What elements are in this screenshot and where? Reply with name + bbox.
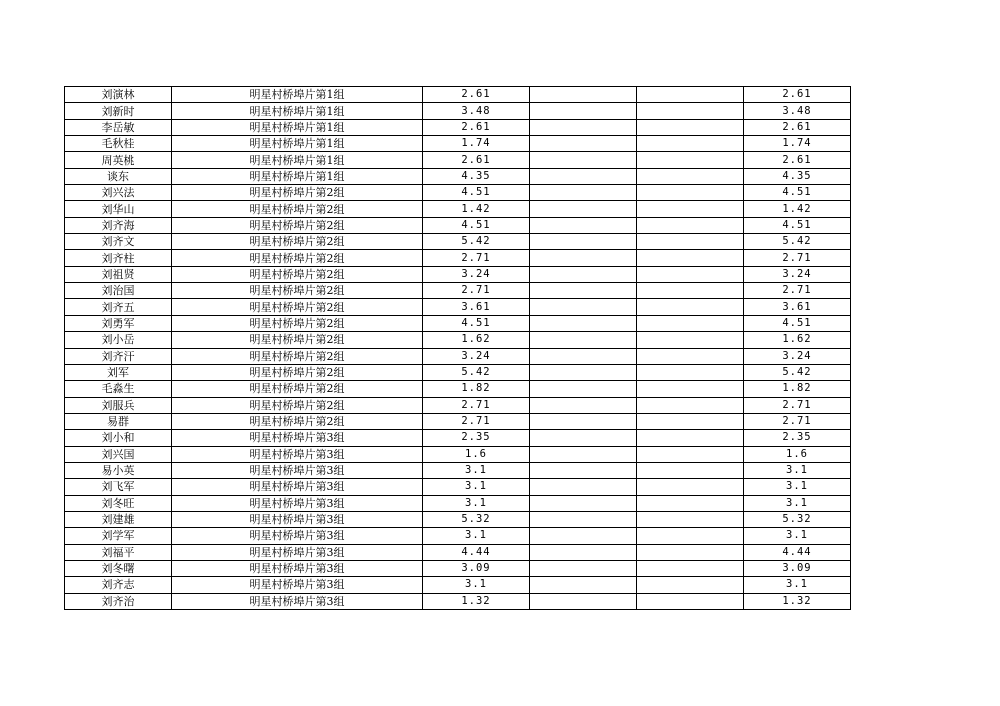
blank-cell [530,299,637,315]
blank-cell [530,397,637,413]
amount-cell: 5.32 [423,511,530,527]
blank-cell [637,152,744,168]
name-cell: 刘齐柱 [65,250,172,266]
total-cell: 4.35 [744,168,851,184]
amount-cell: 2.71 [423,397,530,413]
amount-cell: 4.35 [423,168,530,184]
group-cell: 明星村桥埠片第3组 [172,528,423,544]
amount-cell: 3.09 [423,560,530,576]
table-row [65,332,851,348]
total-cell: 3.48 [744,103,851,119]
table-row [65,364,851,380]
table-row [65,397,851,413]
group-cell: 明星村桥埠片第2组 [172,217,423,233]
group-cell: 明星村桥埠片第2组 [172,299,423,315]
blank-cell [637,103,744,119]
name-cell: 刘建雄 [65,511,172,527]
blank-cell [530,413,637,429]
blank-cell [637,119,744,135]
name-cell: 刘冬旺 [65,495,172,511]
total-cell: 1.6 [744,446,851,462]
total-cell: 1.32 [744,593,851,609]
blank-cell [530,87,637,103]
amount-cell: 2.61 [423,87,530,103]
group-cell: 明星村桥埠片第3组 [172,577,423,593]
name-cell: 刘福平 [65,544,172,560]
blank-cell [637,87,744,103]
amount-cell: 2.61 [423,119,530,135]
blank-cell [530,136,637,152]
blank-cell [637,495,744,511]
blank-cell [637,185,744,201]
blank-cell [637,217,744,233]
table-row [65,593,851,609]
group-cell: 明星村桥埠片第1组 [172,152,423,168]
amount-cell: 2.71 [423,413,530,429]
blank-cell [637,381,744,397]
blank-cell [530,283,637,299]
amount-cell: 3.24 [423,348,530,364]
blank-cell [637,364,744,380]
group-cell: 明星村桥埠片第1组 [172,119,423,135]
amount-cell: 5.42 [423,234,530,250]
total-cell: 3.61 [744,299,851,315]
blank-cell [637,479,744,495]
table-row [65,250,851,266]
table-row [65,201,851,217]
table-row [65,348,851,364]
blank-cell [637,413,744,429]
blank-cell [530,593,637,609]
blank-cell [637,560,744,576]
amount-cell: 1.62 [423,332,530,348]
blank-cell [637,266,744,282]
blank-cell [637,397,744,413]
blank-cell [637,250,744,266]
blank-cell [637,446,744,462]
name-cell: 刘学军 [65,528,172,544]
table-row [65,462,851,478]
blank-cell [637,168,744,184]
blank-cell [637,528,744,544]
table-row [65,560,851,576]
total-cell: 4.51 [744,185,851,201]
group-cell: 明星村桥埠片第2组 [172,397,423,413]
name-cell: 刘勇军 [65,315,172,331]
data-table [64,86,851,610]
blank-cell [637,511,744,527]
total-cell: 5.42 [744,364,851,380]
amount-cell: 3.48 [423,103,530,119]
name-cell: 毛淼生 [65,381,172,397]
name-cell: 李岳敏 [65,119,172,135]
blank-cell [637,332,744,348]
blank-cell [637,234,744,250]
table-row [65,266,851,282]
group-cell: 明星村桥埠片第3组 [172,430,423,446]
total-cell: 2.71 [744,283,851,299]
name-cell: 易群 [65,413,172,429]
name-cell: 刘新时 [65,103,172,119]
amount-cell: 3.1 [423,577,530,593]
blank-cell [530,348,637,364]
table-row [65,528,851,544]
blank-cell [530,479,637,495]
table-row [65,381,851,397]
blank-cell [530,332,637,348]
blank-cell [637,136,744,152]
table-row [65,495,851,511]
amount-cell: 5.42 [423,364,530,380]
table-row [65,234,851,250]
total-cell: 3.09 [744,560,851,576]
amount-cell: 4.51 [423,217,530,233]
group-cell: 明星村桥埠片第2组 [172,348,423,364]
table-row [65,119,851,135]
group-cell: 明星村桥埠片第3组 [172,446,423,462]
group-cell: 明星村桥埠片第1组 [172,87,423,103]
group-cell: 明星村桥埠片第2组 [172,283,423,299]
total-cell: 3.24 [744,348,851,364]
group-cell: 明星村桥埠片第1组 [172,168,423,184]
group-cell: 明星村桥埠片第2组 [172,315,423,331]
name-cell: 刘飞军 [65,479,172,495]
blank-cell [530,381,637,397]
name-cell: 刘小和 [65,430,172,446]
table-row [65,152,851,168]
name-cell: 刘演林 [65,87,172,103]
name-cell: 谈东 [65,168,172,184]
total-cell: 1.74 [744,136,851,152]
amount-cell: 3.1 [423,479,530,495]
blank-cell [530,217,637,233]
table-row [65,315,851,331]
group-cell: 明星村桥埠片第3组 [172,495,423,511]
name-cell: 刘齐文 [65,234,172,250]
table-row [65,511,851,527]
amount-cell: 2.71 [423,250,530,266]
name-cell: 刘冬曙 [65,560,172,576]
group-cell: 明星村桥埠片第3组 [172,462,423,478]
name-cell: 毛秋桂 [65,136,172,152]
blank-cell [530,446,637,462]
blank-cell [530,430,637,446]
amount-cell: 4.44 [423,544,530,560]
total-cell: 3.1 [744,462,851,478]
name-cell: 刘兴法 [65,185,172,201]
group-cell: 明星村桥埠片第2组 [172,381,423,397]
blank-cell [637,299,744,315]
group-cell: 明星村桥埠片第3组 [172,593,423,609]
table-row [65,413,851,429]
blank-cell [530,103,637,119]
group-cell: 明星村桥埠片第3组 [172,479,423,495]
blank-cell [530,152,637,168]
total-cell: 2.71 [744,413,851,429]
name-cell: 刘军 [65,364,172,380]
table-row [65,446,851,462]
table-row [65,479,851,495]
blank-cell [530,528,637,544]
blank-cell [637,462,744,478]
blank-cell [637,577,744,593]
total-cell: 1.62 [744,332,851,348]
name-cell: 刘服兵 [65,397,172,413]
total-cell: 4.51 [744,217,851,233]
group-cell: 明星村桥埠片第3组 [172,544,423,560]
amount-cell: 4.51 [423,315,530,331]
blank-cell [637,315,744,331]
amount-cell: 1.74 [423,136,530,152]
blank-cell [530,511,637,527]
blank-cell [530,315,637,331]
name-cell: 刘齐汗 [65,348,172,364]
amount-cell: 2.71 [423,283,530,299]
total-cell: 3.1 [744,495,851,511]
table-row [65,430,851,446]
table-row [65,136,851,152]
blank-cell [530,201,637,217]
name-cell: 刘齐志 [65,577,172,593]
blank-cell [637,201,744,217]
amount-cell: 2.35 [423,430,530,446]
total-cell: 2.35 [744,430,851,446]
amount-cell: 4.51 [423,185,530,201]
blank-cell [530,250,637,266]
total-cell: 2.71 [744,250,851,266]
total-cell: 3.1 [744,479,851,495]
group-cell: 明星村桥埠片第2组 [172,250,423,266]
group-cell: 明星村桥埠片第1组 [172,103,423,119]
blank-cell [530,577,637,593]
name-cell: 刘治国 [65,283,172,299]
total-cell: 1.82 [744,381,851,397]
table-row [65,185,851,201]
table-row [65,299,851,315]
blank-cell [637,544,744,560]
amount-cell: 3.61 [423,299,530,315]
total-cell: 3.1 [744,577,851,593]
blank-cell [530,168,637,184]
table-row [65,103,851,119]
group-cell: 明星村桥埠片第1组 [172,136,423,152]
table-row [65,217,851,233]
group-cell: 明星村桥埠片第3组 [172,511,423,527]
amount-cell: 1.32 [423,593,530,609]
table-row [65,577,851,593]
name-cell: 刘齐海 [65,217,172,233]
name-cell: 刘祖贤 [65,266,172,282]
blank-cell [530,364,637,380]
total-cell: 1.42 [744,201,851,217]
blank-cell [530,544,637,560]
blank-cell [530,185,637,201]
group-cell: 明星村桥埠片第2组 [172,266,423,282]
amount-cell: 3.24 [423,266,530,282]
total-cell: 4.51 [744,315,851,331]
blank-cell [530,462,637,478]
name-cell: 刘兴国 [65,446,172,462]
amount-cell: 1.82 [423,381,530,397]
total-cell: 3.24 [744,266,851,282]
group-cell: 明星村桥埠片第2组 [172,332,423,348]
name-cell: 刘小岳 [65,332,172,348]
blank-cell [637,283,744,299]
name-cell: 周英桃 [65,152,172,168]
amount-cell: 1.6 [423,446,530,462]
table-row [65,544,851,560]
blank-cell [530,234,637,250]
total-cell: 3.1 [744,528,851,544]
blank-cell [530,495,637,511]
blank-cell [637,593,744,609]
amount-cell: 3.1 [423,462,530,478]
total-cell: 2.61 [744,152,851,168]
total-cell: 4.44 [744,544,851,560]
group-cell: 明星村桥埠片第2组 [172,185,423,201]
name-cell: 刘华山 [65,201,172,217]
table-row [65,87,851,103]
group-cell: 明星村桥埠片第3组 [172,560,423,576]
group-cell: 明星村桥埠片第2组 [172,413,423,429]
amount-cell: 3.1 [423,528,530,544]
name-cell: 易小英 [65,462,172,478]
total-cell: 2.61 [744,119,851,135]
amount-cell: 3.1 [423,495,530,511]
name-cell: 刘齐治 [65,593,172,609]
group-cell: 明星村桥埠片第2组 [172,364,423,380]
blank-cell [530,119,637,135]
blank-cell [530,560,637,576]
total-cell: 2.61 [744,87,851,103]
table-body [65,87,851,610]
total-cell: 5.42 [744,234,851,250]
blank-cell [530,266,637,282]
amount-cell: 1.42 [423,201,530,217]
blank-cell [637,348,744,364]
total-cell: 5.32 [744,511,851,527]
blank-cell [637,430,744,446]
total-cell: 2.71 [744,397,851,413]
table-row [65,283,851,299]
name-cell: 刘齐五 [65,299,172,315]
table-row [65,168,851,184]
amount-cell: 2.61 [423,152,530,168]
group-cell: 明星村桥埠片第2组 [172,234,423,250]
group-cell: 明星村桥埠片第2组 [172,201,423,217]
